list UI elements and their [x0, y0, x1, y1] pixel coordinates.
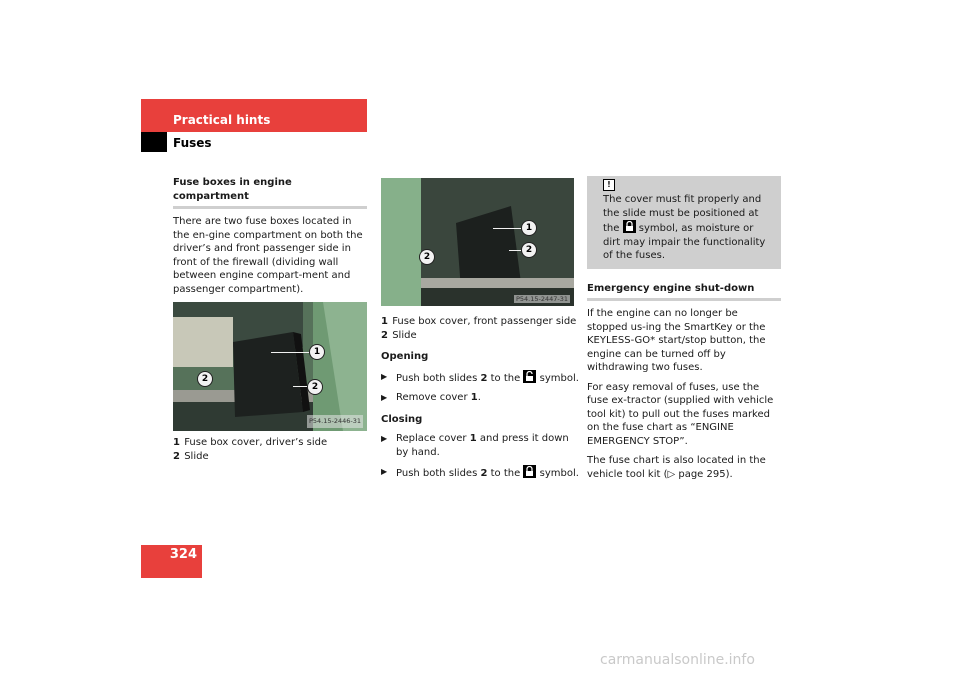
column-2	[381, 315, 581, 487]
lock-icon	[523, 465, 536, 478]
legend-item: 2 Slide	[381, 329, 417, 341]
leader-line-2	[293, 386, 307, 387]
legend-item: 1 Fuse box cover, driver’s side	[173, 437, 328, 448]
warning-icon: !	[603, 179, 615, 191]
emergency-paragraph-1: If the engine can no longer be stopped us-ing the SmartKey or the KEYLESS-GO* start/stop button, the engine can be turned off by withdrawing two fuses.	[587, 308, 766, 373]
callout-2-left: 2	[197, 371, 213, 387]
notice-text: The cover must fit properly and the slide must be positioned at the symbol, as moisture or dirt may impair the functionality of the fuses.	[603, 194, 766, 261]
callout-2-right: 2	[307, 379, 323, 395]
figure-legend-driver	[173, 436, 367, 463]
closing-heading: Closing	[381, 413, 423, 425]
section-title: Practical hints	[173, 113, 271, 127]
opening-heading: Opening	[381, 351, 429, 362]
callout-2-right: 2	[521, 242, 537, 258]
passenger-fuse-box-illustration	[381, 178, 574, 306]
step-push-slides-open: ▶ Push both slides 2 to the symbol.	[381, 370, 581, 386]
leader-line-1	[493, 228, 521, 229]
column-3	[587, 176, 781, 487]
intro-paragraph: There are two fuse boxes located in the en-gine compartment on both the driver’s and front passenger side in front of the firewall (dividing wall between engine compart-ment and passenger compartment).	[173, 216, 363, 295]
section-heading-fuse-boxes: Fuse boxes in engine compartment	[173, 176, 367, 209]
column-1	[173, 176, 367, 463]
leader-line-2	[509, 250, 521, 251]
legend-item: 1 Fuse box cover, front passenger side	[381, 316, 577, 327]
driver-fuse-box-photo	[173, 302, 367, 431]
figure-code: P54.15-2447-31	[515, 295, 568, 303]
page-number: 324	[169, 547, 197, 562]
figure-code: P54.15-2446-31	[307, 415, 363, 429]
step-replace-cover: ▶ Replace cover 1 and press it down by hand.	[381, 432, 581, 459]
emergency-paragraph-3: The fuse chart is also located in the vehicle tool kit (▷ page 295).	[587, 455, 766, 480]
lock-icon	[623, 220, 636, 233]
header-marker	[141, 132, 167, 152]
step-remove-cover: ▶ Remove cover 1.	[381, 391, 581, 405]
section-heading-emergency: Emergency engine shut-down	[587, 282, 781, 302]
passenger-fuse-box-photo	[381, 178, 574, 306]
figure-legend-passenger	[381, 315, 581, 342]
unlock-icon	[523, 370, 536, 383]
leader-line-1	[271, 352, 309, 353]
notice-box	[587, 176, 781, 269]
emergency-paragraph-2: For easy removal of fuses, use the fuse ex-tractor (supplied with vehicle tool kit) to pull out the fuses marked on the fuse chart as “ENGINE EMERGENCY STOP”.	[587, 381, 774, 447]
callout-1: 1	[309, 344, 325, 360]
callout-1: 1	[521, 220, 537, 236]
subsection-title: Fuses	[173, 136, 212, 150]
driver-fuse-box-illustration	[173, 302, 367, 431]
callout-2-left: 2	[419, 249, 435, 265]
watermark: carmanualsonline.info	[600, 652, 755, 668]
step-push-slides-close: ▶ Push both slides 2 to the symbol.	[381, 465, 581, 481]
legend-item: 2 Slide	[173, 450, 209, 462]
